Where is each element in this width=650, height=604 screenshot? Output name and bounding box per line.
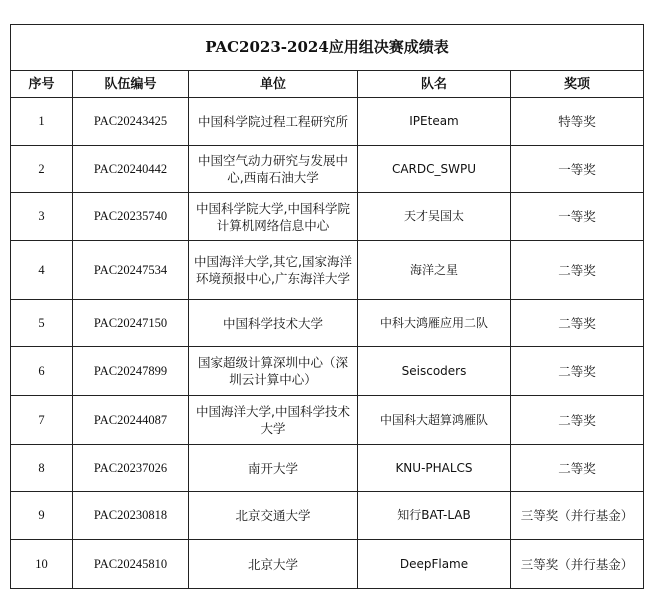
row-award: 三等奖（并行基金） [511,492,644,540]
row-team-name: 中科大鸿雁应用二队 [358,300,511,347]
header-award: 奖项 [511,71,644,98]
row-award: 一等奖 [511,146,644,193]
row-unit: 北京交通大学 [189,492,358,540]
row-no: 6 [11,347,73,396]
header-row [11,71,644,98]
row-team-code: PAC20247150 [73,300,189,347]
row-no: 1 [11,98,73,146]
table-row [11,98,644,146]
row-no: 2 [11,146,73,193]
row-team-code: PAC20235740 [73,193,189,241]
row-no: 4 [11,241,73,300]
header-unit: 单位 [189,71,358,98]
row-unit: 北京大学 [189,540,358,589]
row-team-name: 天才吴国太 [358,193,511,241]
row-team-code: PAC20244087 [73,396,189,445]
row-no: 5 [11,300,73,347]
table-title: PAC2023-2024应用组决赛成绩表 [11,25,644,71]
row-team-code: PAC20247899 [73,347,189,396]
row-unit: 中国科学院过程工程研究所 [189,98,358,146]
table-row [11,492,644,540]
row-award: 二等奖 [511,300,644,347]
row-award: 二等奖 [511,445,644,492]
row-award: 三等奖（并行基金） [511,540,644,589]
row-team-code: PAC20243425 [73,98,189,146]
row-unit: 中国科学技术大学 [189,300,358,347]
row-no: 10 [11,540,73,589]
row-team-code: PAC20240442 [73,146,189,193]
row-no: 8 [11,445,73,492]
table-row [11,146,644,193]
row-team-name: 中国科大超算鸿雁队 [358,396,511,445]
row-unit: 国家超级计算深圳中心（深圳云计算中心） [189,347,358,396]
table-row [11,241,644,300]
row-team-name: IPEteam [358,98,511,146]
row-team-code: PAC20245810 [73,540,189,589]
row-team-code: PAC20237026 [73,445,189,492]
row-team-name: CARDC_SWPU [358,146,511,193]
row-award: 二等奖 [511,241,644,300]
results-table [10,24,644,589]
row-team-name: Seiscoders [358,347,511,396]
row-no: 7 [11,396,73,445]
row-unit: 南开大学 [189,445,358,492]
table-row [11,300,644,347]
results-sheet [10,24,643,589]
table-row [11,193,644,241]
row-award: 一等奖 [511,193,644,241]
table-row [11,347,644,396]
row-unit: 中国科学院大学,中国科学院计算机网络信息中心 [189,193,358,241]
table-row [11,445,644,492]
row-no: 9 [11,492,73,540]
row-team-name: KNU-PHALCS [358,445,511,492]
row-unit: 中国海洋大学,中国科学技术大学 [189,396,358,445]
table-row [11,396,644,445]
row-team-name: 海洋之星 [358,241,511,300]
header-team-code: 队伍编号 [73,71,189,98]
row-team-code: PAC20230818 [73,492,189,540]
row-unit: 中国海洋大学,其它,国家海洋环境预报中心,广东海洋大学 [189,241,358,300]
row-no: 3 [11,193,73,241]
row-award: 二等奖 [511,347,644,396]
header-no: 序号 [11,71,73,98]
row-team-name: 知行BAT-LAB [358,492,511,540]
row-team-code: PAC20247534 [73,241,189,300]
row-unit: 中国空气动力研究与发展中心,西南石油大学 [189,146,358,193]
header-team-name: 队名 [358,71,511,98]
row-award: 特等奖 [511,98,644,146]
row-team-name: DeepFlame [358,540,511,589]
table-row [11,540,644,589]
row-award: 二等奖 [511,396,644,445]
